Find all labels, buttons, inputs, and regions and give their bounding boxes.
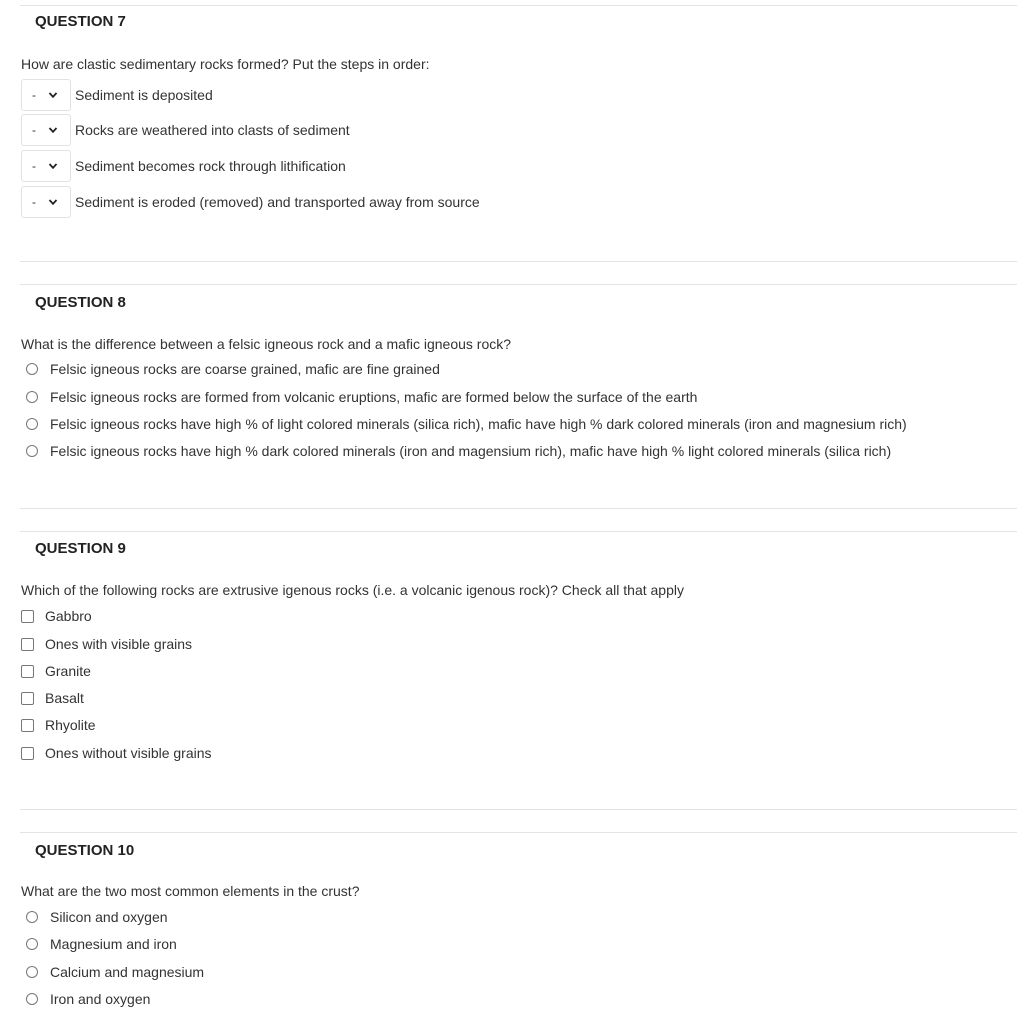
q8-option-label: Felsic igneous rocks are coarse grained, mafic are fine grained bbox=[50, 361, 440, 377]
order-dropdown[interactable] bbox=[21, 186, 71, 218]
q8-option-label: Felsic igneous rocks are formed from volcanic eruptions, mafic are formed below the surface of the earth bbox=[50, 389, 698, 405]
q9-option[interactable] bbox=[21, 661, 91, 681]
q7-order-item bbox=[21, 79, 213, 111]
q8-prompt: What is the difference between a felsic igneous rock and a mafic igneous rock? bbox=[21, 336, 512, 352]
q9-title: QUESTION 9 bbox=[35, 540, 126, 557]
q7-order-label: Rocks are weathered into clasts of sediment bbox=[75, 122, 350, 138]
radio-button[interactable] bbox=[26, 966, 38, 978]
order-dropdown[interactable] bbox=[21, 79, 71, 111]
q8-bottom-divider bbox=[20, 508, 1017, 509]
q9-option[interactable] bbox=[21, 715, 96, 735]
q9-option-label: Ones with visible grains bbox=[45, 636, 193, 652]
radio-button[interactable] bbox=[26, 363, 38, 375]
q9-option-label: Gabbro bbox=[45, 608, 92, 624]
q10-option[interactable] bbox=[26, 989, 150, 1009]
q8-option[interactable] bbox=[26, 441, 891, 461]
q9-option[interactable] bbox=[21, 606, 92, 626]
order-dropdown-value: - bbox=[32, 195, 36, 209]
q10-option[interactable] bbox=[26, 934, 177, 954]
q7-order-label: Sediment is deposited bbox=[75, 87, 213, 103]
checkbox[interactable] bbox=[21, 638, 34, 651]
checkbox[interactable] bbox=[21, 747, 34, 760]
q8-option[interactable] bbox=[26, 387, 697, 407]
chevron-down-icon bbox=[48, 161, 58, 171]
q8-option-label: Felsic igneous rocks have high % of light colored minerals (silica rich), mafic have high % dark colored minerals (iron and magnesium rich) bbox=[50, 416, 907, 432]
q10-option-label: Iron and oxygen bbox=[50, 991, 151, 1007]
q9-option[interactable] bbox=[21, 688, 84, 708]
q8-option[interactable] bbox=[26, 359, 440, 379]
q8-option[interactable] bbox=[26, 414, 907, 434]
radio-button[interactable] bbox=[26, 445, 38, 457]
radio-button[interactable] bbox=[26, 911, 38, 923]
q9-option-label: Ones without visible grains bbox=[45, 745, 212, 761]
checkbox[interactable] bbox=[21, 665, 34, 678]
radio-button[interactable] bbox=[26, 938, 38, 950]
radio-button[interactable] bbox=[26, 418, 38, 430]
q8-option-label: Felsic igneous rocks have high % dark colored minerals (iron and magensium rich), mafic have high % light colored minerals (silica rich) bbox=[50, 443, 892, 459]
q10-top-divider bbox=[20, 832, 1017, 833]
order-dropdown[interactable] bbox=[21, 150, 71, 182]
radio-button[interactable] bbox=[26, 993, 38, 1005]
order-dropdown-value: - bbox=[32, 88, 36, 102]
q9-option-label: Rhyolite bbox=[45, 717, 96, 733]
q7-order-item bbox=[21, 186, 480, 218]
checkbox[interactable] bbox=[21, 692, 34, 705]
q9-bottom-divider bbox=[20, 809, 1017, 810]
q9-option-label: Basalt bbox=[45, 690, 84, 706]
q7-order-label: Sediment becomes rock through lithification bbox=[75, 158, 346, 174]
q10-title: QUESTION 10 bbox=[35, 842, 135, 859]
order-dropdown-value: - bbox=[32, 123, 36, 137]
q7-title: QUESTION 7 bbox=[35, 13, 126, 30]
q10-option-label: Magnesium and iron bbox=[50, 936, 177, 952]
q10-option-label: Calcium and magnesium bbox=[50, 964, 205, 980]
q9-option-label: Granite bbox=[45, 663, 91, 679]
checkbox[interactable] bbox=[21, 719, 34, 732]
q10-option-label: Silicon and oxygen bbox=[50, 909, 168, 925]
q10-prompt: What are the two most common elements in the crust? bbox=[21, 883, 360, 899]
q9-top-divider bbox=[20, 531, 1017, 532]
q9-prompt: Which of the following rocks are extrusive igenous rocks (i.e. a volcanic igenous rock)? Check all that apply bbox=[21, 582, 684, 598]
q7-prompt: How are clastic sedimentary rocks formed? Put the steps in order: bbox=[21, 56, 430, 72]
q7-order-item bbox=[21, 150, 346, 182]
order-dropdown-value: - bbox=[32, 159, 36, 173]
q8-top-divider bbox=[20, 284, 1017, 285]
q7-order-label: Sediment is eroded (removed) and transported away from source bbox=[75, 194, 480, 210]
radio-button[interactable] bbox=[26, 391, 38, 403]
chevron-down-icon bbox=[48, 125, 58, 135]
q7-top-divider bbox=[20, 5, 1017, 6]
q7-bottom-divider bbox=[20, 261, 1017, 262]
chevron-down-icon bbox=[48, 90, 58, 100]
q7-order-item bbox=[21, 114, 350, 146]
q10-option[interactable] bbox=[26, 962, 204, 982]
q9-option[interactable] bbox=[21, 634, 192, 654]
q8-title: QUESTION 8 bbox=[35, 294, 126, 311]
checkbox[interactable] bbox=[21, 610, 34, 623]
order-dropdown[interactable] bbox=[21, 114, 71, 146]
chevron-down-icon bbox=[48, 197, 58, 207]
q9-option[interactable] bbox=[21, 743, 212, 763]
q10-option[interactable] bbox=[26, 907, 168, 927]
